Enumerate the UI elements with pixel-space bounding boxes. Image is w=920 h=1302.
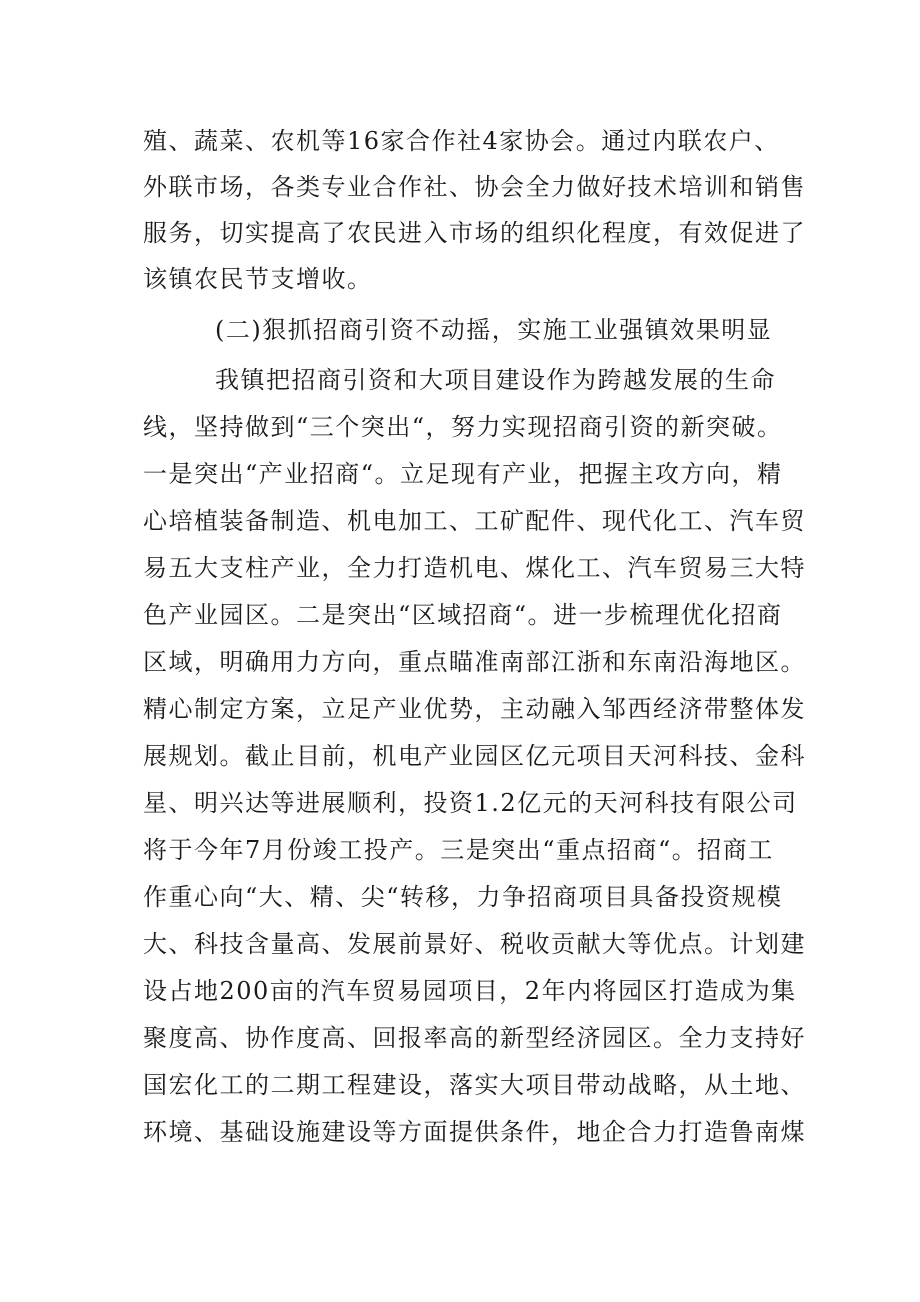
paragraph-line: 服务，切实提高了农民进入市场的组织化程度，有效促进了 bbox=[143, 219, 806, 247]
paragraph-line: 一是突出“产业招商“。立足现有产业，把握主攻方向，精 bbox=[143, 460, 783, 488]
paragraph-line: 精心制定方案，立足产业优势，主动融入邹西经济带整体发 bbox=[143, 695, 806, 723]
paragraph-line: 易五大支柱产业，全力打造机电、煤化工、汽车贸易三大特 bbox=[143, 554, 806, 582]
section-heading: (二)狠抓招商引资不动摇，实施工业强镇效果明显 bbox=[215, 316, 773, 344]
paragraph-line: 国宏化工的二期工程建设，落实大项目带动战略，从土地、 bbox=[143, 1071, 806, 1099]
paragraph-line: 大、科技含量高、发展前景好、税收贡献大等优点。计划建 bbox=[143, 930, 806, 958]
paragraph-line: 线，坚持做到“三个突出“，努力实现招商引资的新突破。 bbox=[143, 413, 783, 441]
paragraph-line: 该镇农民节支增收。 bbox=[143, 265, 373, 293]
paragraph-line: 心培植装备制造、机电加工、工矿配件、现代化工、汽车贸 bbox=[143, 507, 806, 535]
paragraph-line: 聚度高、协作度高、回报率高的新型经济园区。全力支持好 bbox=[143, 1024, 806, 1052]
paragraph-line: 我镇把招商引资和大项目建设作为跨越发展的生命 bbox=[215, 366, 776, 394]
paragraph-line: 星、明兴达等进展顺利，投资1.2亿元的天河科技有限公司 bbox=[143, 789, 798, 817]
paragraph-line: 区域，明确用力方向，重点瞄准南部江浙和东南沿海地区。 bbox=[143, 648, 806, 676]
paragraph-line: 环境、基础设施建设等方面提供条件，地企合力打造鲁南煤 bbox=[143, 1118, 806, 1146]
paragraph-line: 外联市场，各类专业合作社、协会全力做好技术培训和销售 bbox=[143, 173, 806, 201]
paragraph-line: 设占地200亩的汽车贸易园项目，2年内将园区打造成为集 bbox=[143, 977, 797, 1005]
paragraph-line: 展规划。截止目前，机电产业园区亿元项目天河科技、金科 bbox=[143, 742, 806, 770]
paragraph-line: 殖、蔬菜、农机等16家合作社4家协会。通过内联农户、 bbox=[143, 127, 780, 155]
paragraph-line: 作重心向“大、精、尖“转移，力争招商项目具备投资规模 bbox=[143, 883, 783, 911]
paragraph-line: 将于今年7月份竣工投产。三是突出“重点招商“。招商工 bbox=[143, 836, 774, 864]
paragraph-line: 色产业园区。二是突出“区域招商“。进一步梳理优化招商 bbox=[143, 601, 783, 629]
